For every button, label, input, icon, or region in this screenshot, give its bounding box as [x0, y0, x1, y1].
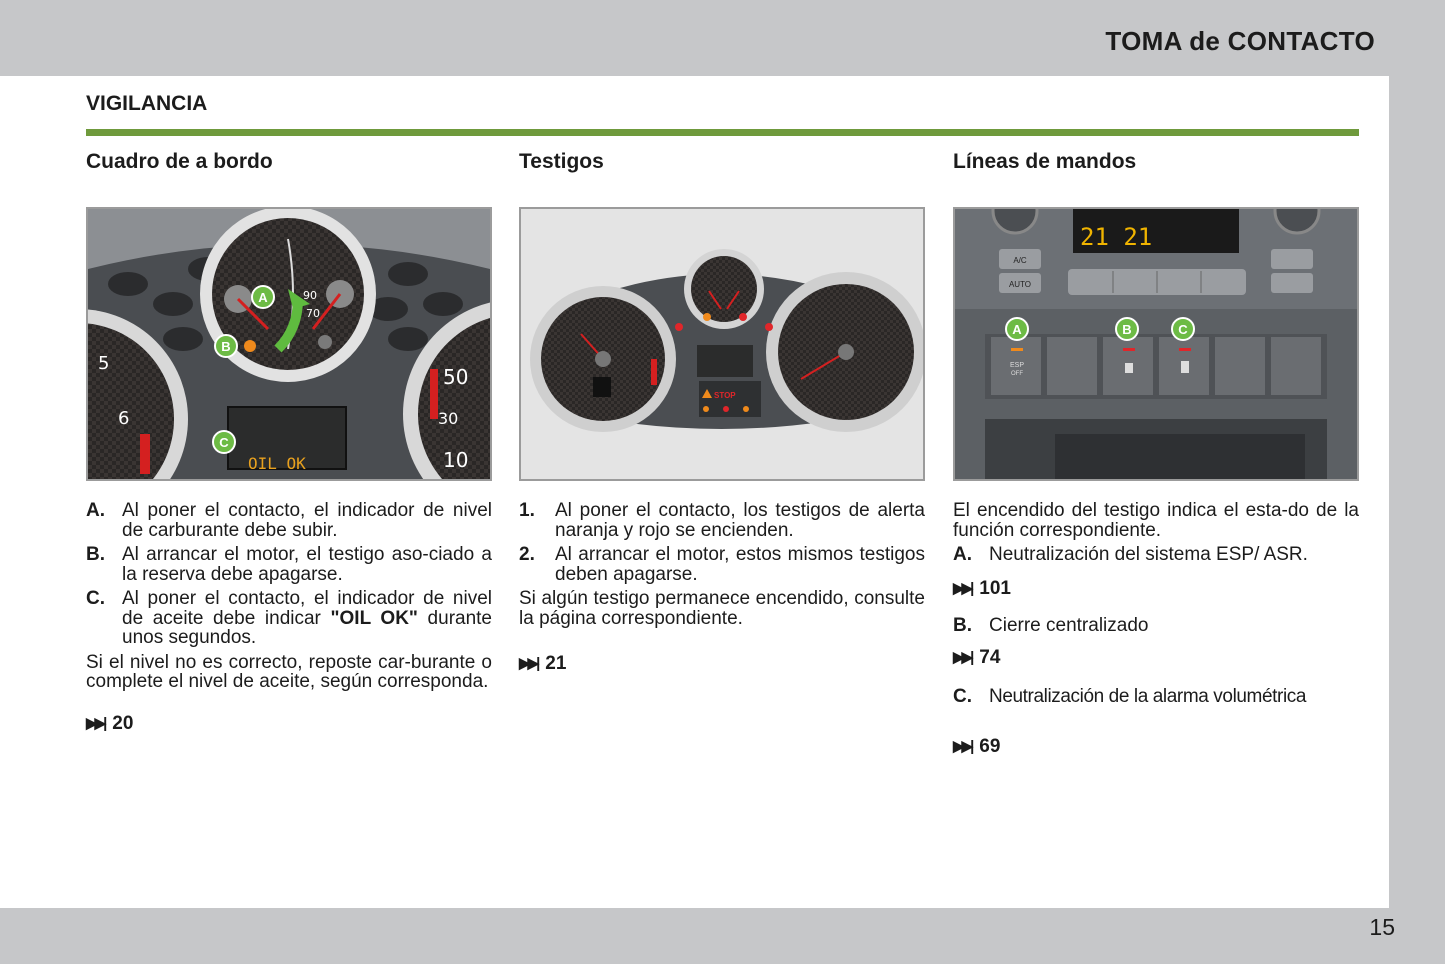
item-marker: A.: [86, 500, 105, 521]
page-number: 15: [1369, 914, 1395, 940]
section-divider: [86, 129, 1359, 136]
note-paragraph: Si el nivel no es correcto, reposte car-burante o complete el nivel de aceite, según corresponda.: [86, 651, 492, 692]
climate-display: 21 21: [1080, 223, 1153, 251]
list-item: [953, 687, 1359, 707]
column-text: [86, 501, 492, 733]
item-text: Al poner el contacto, los testigos de alerta naranja y rojo se encienden.: [555, 500, 925, 541]
warning-lamps-figure: [519, 207, 925, 481]
item-text: Al poner el contacto, el indicador de nivel de carburante debe subir.: [122, 500, 492, 541]
item-text: Neutralización del sistema ESP/ ASR.: [989, 544, 1308, 565]
badge-b: [1116, 318, 1138, 340]
gauge-number: 6: [118, 408, 130, 429]
list-item: [519, 545, 925, 584]
list-item: [953, 616, 1359, 636]
page-reference-number: 21: [545, 653, 567, 674]
item-marker: 1.: [519, 500, 535, 521]
ac-button-label: A/C: [1013, 256, 1027, 265]
item-marker: B.: [953, 615, 972, 636]
esp-switch-label: ESP: [1009, 362, 1025, 369]
svg-text:A: A: [258, 290, 268, 305]
page-reference-number: 101: [979, 577, 1011, 599]
gauge-number: 70: [306, 307, 320, 320]
badge-b: [215, 335, 237, 357]
gauge-number: 5: [98, 353, 110, 374]
svg-text:C: C: [219, 435, 229, 450]
auto-button-label: AUTO: [1008, 280, 1032, 289]
off-label: OFF: [1011, 371, 1023, 377]
skip-forward-icon: ▶▶|: [519, 655, 538, 672]
skip-forward-icon: ▶▶|: [953, 579, 972, 597]
page-reference-number: 74: [979, 646, 1001, 668]
badge-c: [1172, 318, 1194, 340]
page-reference[interactable]: [86, 714, 492, 734]
badge-a: [252, 286, 274, 308]
item-text: Neutralización de la alarma volumétrica: [989, 686, 1307, 707]
page-body: [0, 76, 1389, 908]
list-item: [953, 545, 1359, 565]
page-reference[interactable]: [953, 648, 1359, 668]
column-lineas-de-mandos: [953, 150, 1359, 756]
item-text: Al poner el contacto, el indicador de nivel de aceite debe indicar "OIL OK" durante unos segundos.: [122, 588, 492, 648]
column-text: [953, 501, 1359, 756]
section-title: VIGILANCIA: [86, 92, 208, 115]
column-testigos: [519, 150, 925, 674]
item-marker: C.: [953, 686, 972, 707]
list-item: [86, 501, 492, 540]
column-title: Testigos: [519, 150, 604, 173]
column-title: Cuadro de a bordo: [86, 150, 273, 173]
gauge-number: 90: [303, 289, 317, 302]
page-reference-number: 20: [112, 712, 134, 734]
page-reference-number: 69: [979, 735, 1001, 757]
column-cuadro-de-a-bordo: [86, 150, 492, 733]
page-reference[interactable]: [519, 654, 925, 674]
skip-forward-icon: ▶▶|: [953, 648, 972, 666]
svg-text:B: B: [1122, 322, 1132, 337]
page-reference[interactable]: [953, 579, 1359, 599]
intro-paragraph: El encendido del testigo indica el esta-do de la función correspondiente.: [953, 500, 1359, 541]
item-marker: B.: [86, 544, 105, 565]
badge-c: [213, 431, 235, 453]
item-text: Al arrancar el motor, el testigo aso-ciado a la reserva debe apagarse.: [122, 544, 492, 585]
column-text: [519, 501, 925, 674]
page-header-title: TOMA de CONTACTO: [1105, 26, 1375, 56]
instrument-panel-figure: [86, 207, 492, 481]
item-text: Cierre centralizado: [989, 615, 1149, 636]
svg-text:B: B: [221, 339, 231, 354]
oil-ok-emphasis: "OIL OK": [330, 607, 418, 629]
list-item: [519, 501, 925, 540]
gauge-number: 10: [443, 448, 469, 472]
page-reference[interactable]: [953, 737, 1359, 757]
stop-warning-lamp: STOP: [714, 391, 736, 400]
column-title: Líneas de mandos: [953, 150, 1137, 173]
svg-text:C: C: [1178, 322, 1188, 337]
skip-forward-icon: ▶▶|: [953, 737, 972, 755]
item-text: Al arrancar el motor, estos mismos testigos deben apagarse.: [555, 544, 925, 585]
oil-ok-readout: OIL OK: [248, 454, 306, 473]
control-panel-figure: [953, 207, 1359, 481]
item-marker: 2.: [519, 544, 535, 565]
badge-a: [1006, 318, 1028, 340]
item-marker: A.: [953, 544, 972, 565]
item-marker: C.: [86, 588, 105, 609]
gauge-number: 30: [438, 409, 459, 428]
gauge-number: 50: [443, 365, 469, 389]
list-item: [86, 589, 492, 648]
svg-text:A: A: [1012, 322, 1022, 337]
skip-forward-icon: ▶▶|: [86, 714, 105, 732]
note-paragraph: Si algún testigo permanece encendido, consulte la página correspondiente.: [519, 588, 925, 629]
list-item: [86, 545, 492, 584]
